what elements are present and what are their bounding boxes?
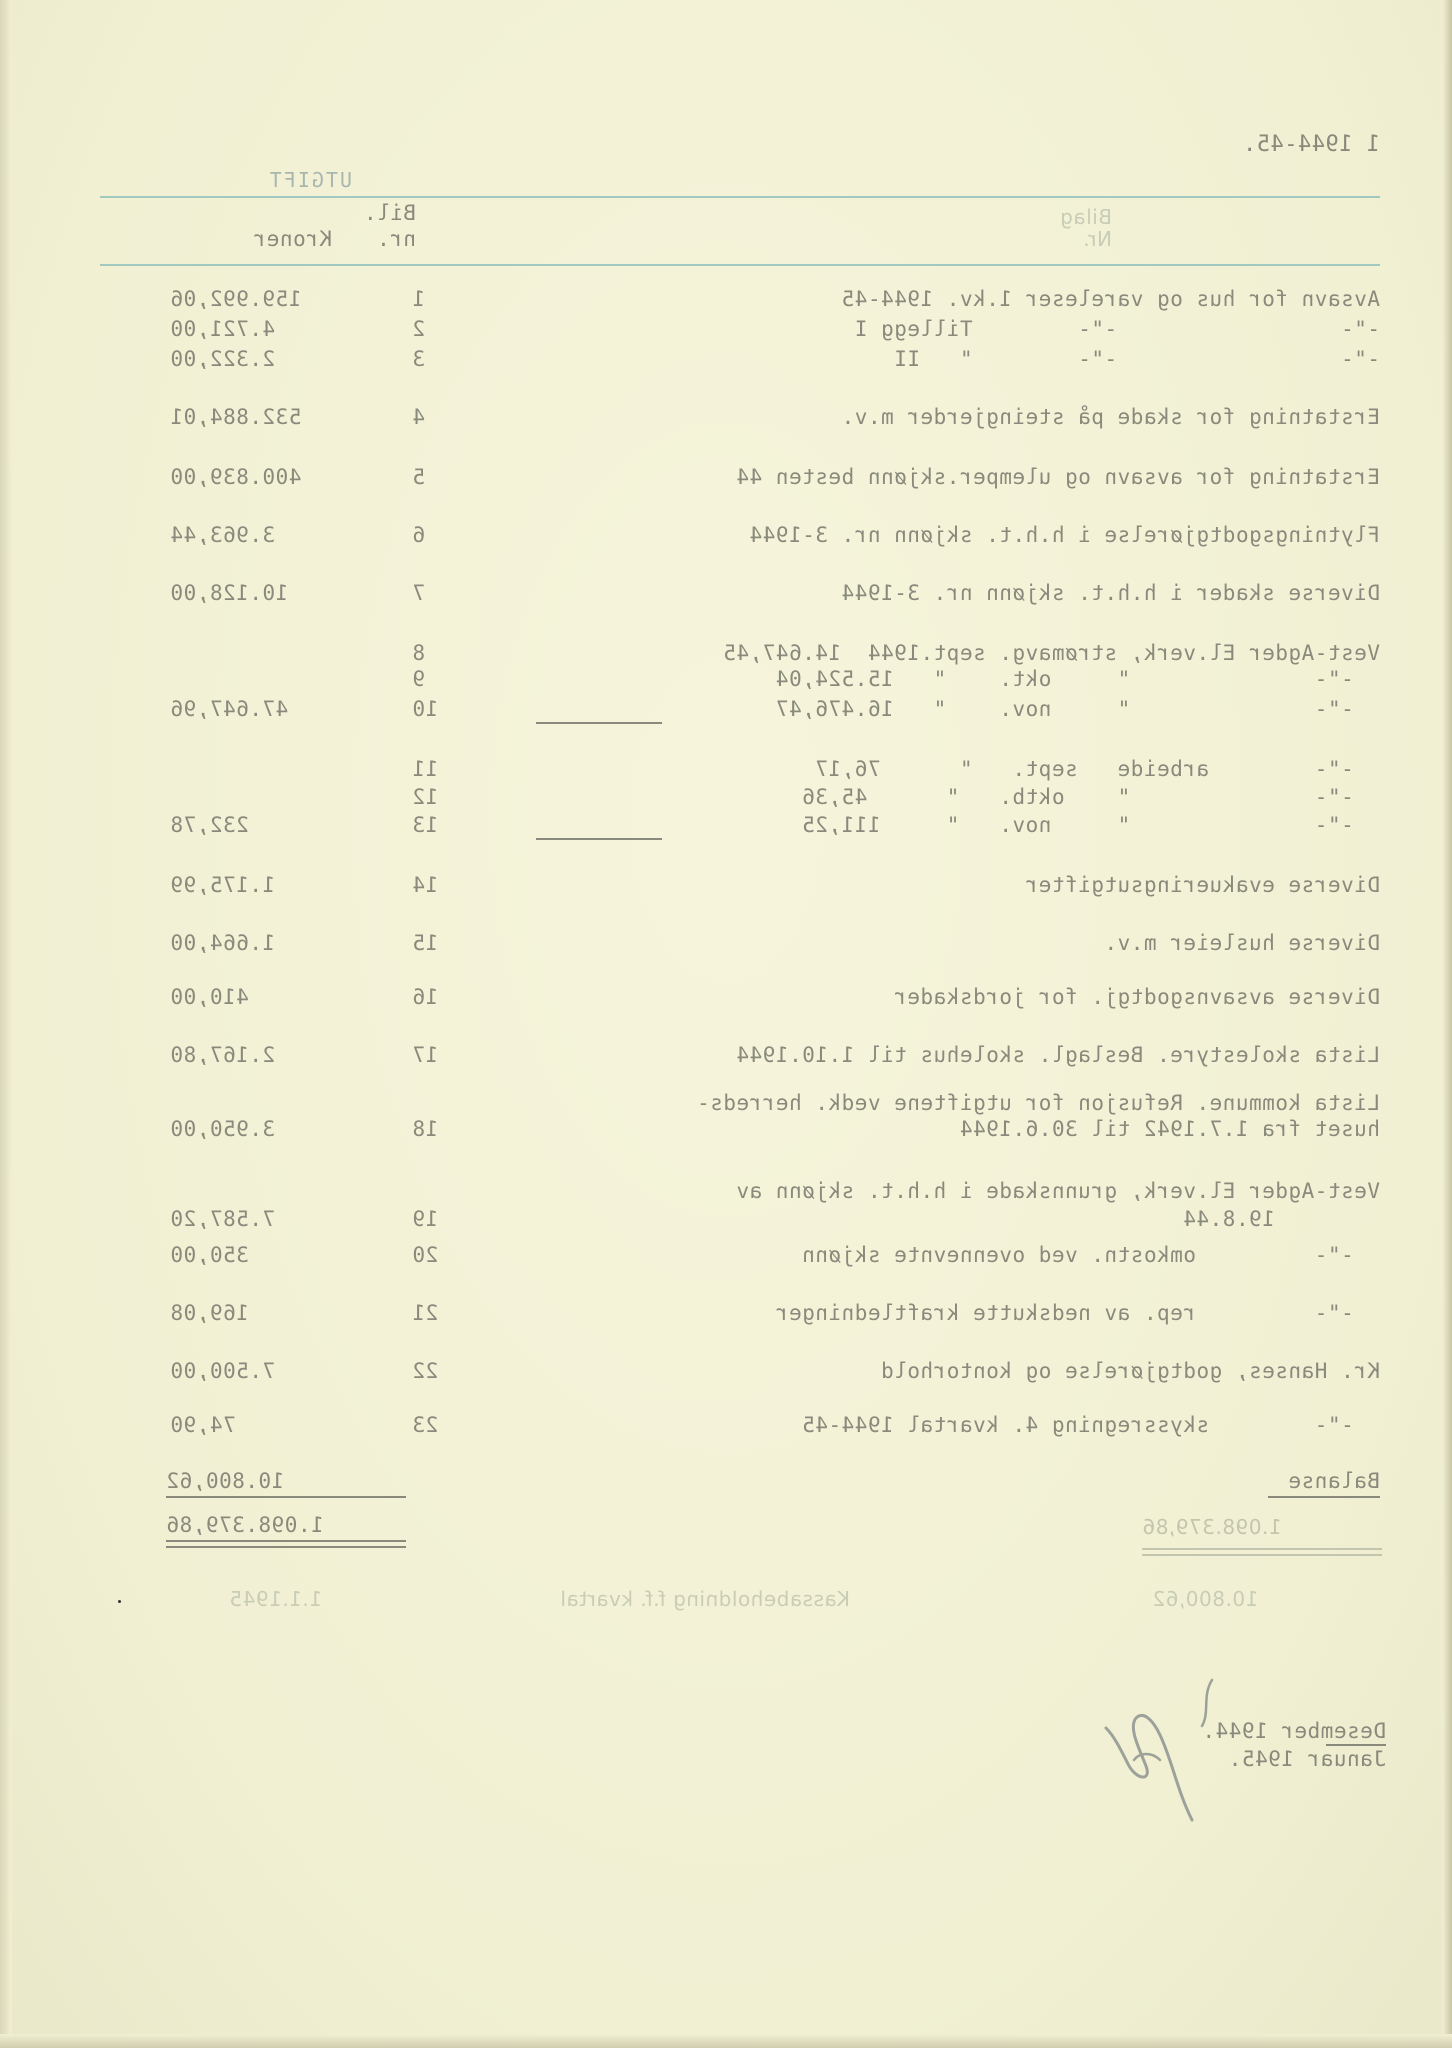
footer-line-2: Januar 1945. (1228, 1747, 1386, 1771)
row-amount: 3.963,44 (170, 523, 276, 547)
faint-text: Kassabeholdning f.f. kvartal (559, 1587, 850, 1611)
row-amount: 4.721,00 (170, 317, 276, 341)
row-bilag-number: 5 (412, 465, 426, 489)
row-description: -"- rep. av nedskutte kraftledninger (775, 1301, 1380, 1325)
total-rule-1 (166, 1540, 406, 1542)
row-description: Lista skolestyre. Beslagl. skolehus til 1.10.1944 (735, 1043, 1380, 1067)
row-amount: 7.500,00 (170, 1359, 276, 1383)
row-bilag-number: 16 (412, 985, 439, 1009)
faint-total-rule-1 (1142, 1548, 1382, 1550)
row-bilag-number: 2 (412, 317, 426, 341)
row-amount: 410,00 (170, 985, 249, 1009)
row-description: Erstatning for avsavn og ulemper.skjønn besten 44 (735, 465, 1380, 489)
row-description: -"- -"- Tillegg I (854, 317, 1380, 341)
row-bilag-number: 12 (412, 785, 439, 809)
row-description: Vest-Agder El.verk, strømavg. sept.1944 14.647,45 (722, 641, 1380, 665)
subtotal-underline (536, 838, 662, 840)
row-amount: 74,90 (170, 1413, 236, 1437)
row-bilag-number: 9 (412, 667, 426, 691)
row-description: -"- arbeide sept. " 76,17 (814, 757, 1380, 781)
row-amount: 47.647,96 (170, 697, 289, 721)
column-group-stamp: UTGIFT (267, 168, 352, 192)
row-description: -"- -"- " II (893, 347, 1380, 371)
faint-header-bottom: Nr. (1082, 227, 1112, 251)
row-bilag-number: 15 (412, 931, 439, 955)
subtotal-underline (536, 722, 662, 724)
row-description: -"- " oktb. " 45,36 (801, 785, 1380, 809)
row-bilag-number: 10 (412, 697, 439, 721)
row-bilag-number: 23 (412, 1413, 439, 1437)
row-bilag-number: 8 (412, 641, 426, 665)
faint-amount: 10.800,62 (1152, 1587, 1259, 1611)
row-description: Lista kommune. Refusjon for utgiftene vedk. herreds- (696, 1091, 1380, 1115)
row-bilag-number: 19 (412, 1207, 439, 1231)
row-description: Avsavn for hus og vareleser 1.kv. 1944-45 (841, 287, 1380, 311)
faint-total-rule-2 (1142, 1554, 1382, 1556)
row-bilag-number: 1 (412, 287, 426, 311)
row-description: 19.8.44 (1182, 1207, 1380, 1231)
row-bilag-number: 18 (412, 1117, 439, 1141)
faint-header-top: Bilag (1059, 205, 1112, 229)
row-bilag-number: 20 (412, 1243, 439, 1267)
balanse-rule (166, 1496, 406, 1498)
row-description: Flytningsgodtgjørelse i h.h.t. skjønn nr. 3-1944 (749, 523, 1380, 547)
row-description: huset fra 1.7.1942 til 30.6.1944 (959, 1117, 1380, 1141)
row-amount: 350,00 (170, 1243, 249, 1267)
kroner-header: Kroner (253, 227, 332, 251)
row-description: -"- omkostn. ved ovennevnte skjønn (801, 1243, 1380, 1267)
handwritten-signature (1092, 1640, 1232, 1870)
row-bilag-number: 4 (412, 405, 426, 429)
row-amount: 7.587,20 (170, 1207, 276, 1231)
row-bilag-number: 7 (412, 581, 426, 605)
row-description: Diverse evakueringsutgifter (1025, 873, 1380, 897)
row-description: Erstatning for skade på steingjerder m.v. (841, 405, 1380, 429)
balanse-underline (1268, 1496, 1380, 1498)
row-amount: 169,08 (170, 1301, 249, 1325)
faint-date: 1.1.1945 (228, 1587, 322, 1611)
row-description: Diverse husleier m.v. (1103, 931, 1380, 955)
row-amount: 1.664,00 (170, 931, 276, 955)
header-rule-top (100, 196, 1380, 198)
row-bilag-number: 17 (412, 1043, 439, 1067)
row-description: Diverse skader i h.h.t. skjønn nr. 3-1944 (841, 581, 1380, 605)
row-amount: 1.175,99 (170, 873, 276, 897)
row-amount: 159.992,06 (170, 287, 302, 311)
row-description: -"- skyssregning 4. kvartal 1944-45 (801, 1413, 1380, 1437)
bilag-header-1: Bil. (363, 201, 416, 225)
total-amount-faint: 1.098.379,86 (1142, 1515, 1282, 1539)
row-bilag-number: 14 (412, 873, 439, 897)
row-amount: 400.839,00 (170, 465, 302, 489)
row-bilag-number: 6 (412, 523, 426, 547)
row-description: -"- " nov. " 16.476,47 (775, 697, 1380, 721)
header-rule-bottom (100, 264, 1380, 266)
row-bilag-number: 11 (412, 757, 439, 781)
balanse-label: Balanse (1287, 1469, 1380, 1493)
balanse-amount: 10.800,62 (166, 1469, 285, 1493)
footer-line-1: Desember 1944. (1201, 1719, 1386, 1743)
row-bilag-number: 22 (412, 1359, 439, 1383)
row-amount: 10.128,00 (170, 581, 289, 605)
year-title: 1 1944-45. (1242, 132, 1380, 157)
row-amount: 2.322,00 (170, 347, 276, 371)
row-bilag-number: 21 (412, 1301, 439, 1325)
row-amount: 232,78 (170, 813, 249, 837)
footer-underline (1326, 1744, 1386, 1746)
row-description: -"- " nov. " 111,25 (801, 813, 1380, 837)
row-amount: 2.167,80 (170, 1043, 276, 1067)
row-amount: 3.950,00 (170, 1117, 276, 1141)
row-description: -"- " okt. " 15.524,04 (775, 667, 1380, 691)
row-description: Kr. Hanses, godtgjørelse og kontorhold (880, 1359, 1380, 1383)
row-description: Vest-Agder El.verk, grunnskade i h.h.t. skjønn av (735, 1179, 1380, 1203)
total-amount: 1.098.379,86 (166, 1513, 324, 1537)
total-rule-2 (166, 1546, 406, 1548)
row-bilag-number: 13 (412, 813, 439, 837)
row-amount: 532.884,01 (170, 405, 302, 429)
row-bilag-number: 3 (412, 347, 426, 371)
bilag-header-2: nr. (376, 227, 416, 251)
row-description: Diverse avsavnsgodtgj. for jordskader (893, 985, 1380, 1009)
